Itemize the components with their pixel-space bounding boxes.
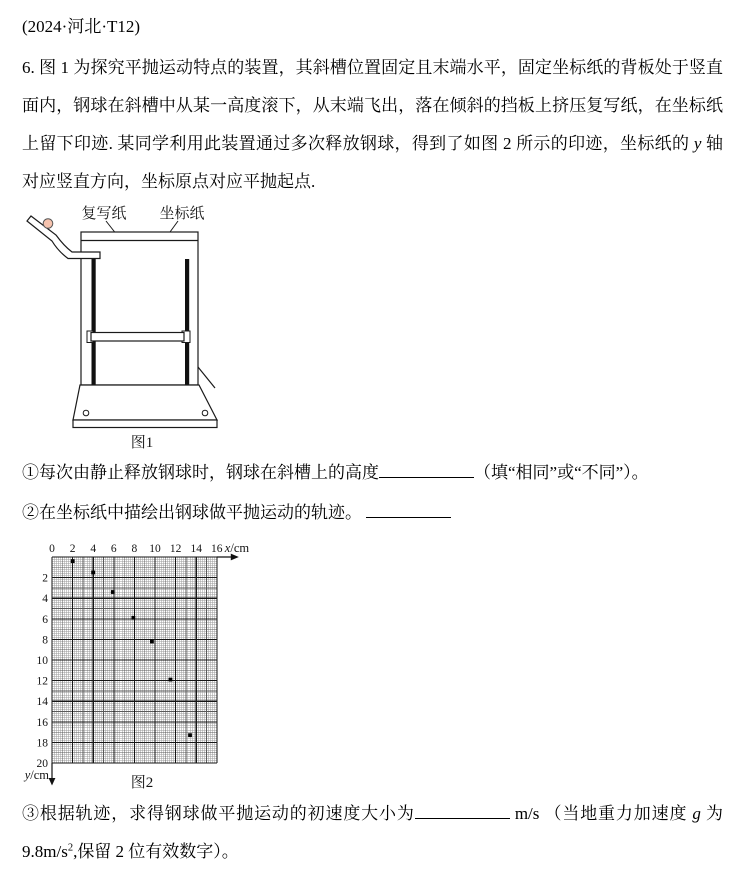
trace-point	[188, 733, 192, 737]
question-3	[22, 795, 723, 871]
x-tick-label: 6	[110, 543, 117, 555]
trace-point	[111, 590, 115, 594]
coordinate-paper-label: 坐标纸	[159, 206, 205, 222]
stem-text-2: 轴对应竖直方向，坐标原点对应平抛起点.	[22, 134, 724, 191]
trace-point	[71, 559, 75, 563]
x-tick-label: 0	[49, 543, 55, 555]
x-tick-label: 10	[149, 543, 161, 555]
trace-point	[169, 678, 173, 682]
q3-text-4: ,保留 2 位有效数字）。	[73, 842, 239, 861]
x-tick-label: 12	[169, 543, 182, 555]
q2-text: ②在坐标纸中描绘出钢球做平抛运动的轨迹。	[22, 503, 362, 522]
carbon-paper-label: 复写纸	[81, 206, 127, 222]
trace-point	[91, 571, 95, 575]
question-stem	[22, 49, 723, 201]
figure2-svg	[22, 539, 272, 791]
y-tick-label: 6	[42, 613, 48, 626]
q3-text-2: （当地重力加速度	[544, 804, 693, 823]
stem-text-1: 图 1 为探究平抛运动特点的装置，其斜槽位置固定且末端水平，固定坐标纸的背板处于竖直面内，钢球在斜槽中从某一高度滚下，从末端飞出，落在倾斜的挡板上挤压复写纸，在坐标纸上留下印迹. 某同学利用此装置通过多次释放钢球，得到了如图 2 所示的印迹，坐标纸的	[22, 58, 724, 153]
x-tick-label: 16	[211, 543, 223, 555]
x-tick-labels	[49, 543, 223, 555]
x-tick-label: 8	[131, 543, 138, 555]
right-rail	[185, 259, 189, 385]
stem-italic-y: y	[693, 134, 702, 153]
answer-blank-q2	[366, 500, 451, 518]
y-tick-label: 2	[42, 572, 48, 585]
figure1-svg	[22, 201, 237, 453]
left-rail	[92, 259, 96, 385]
steel-ball	[43, 219, 53, 229]
figure2-graph	[22, 539, 723, 791]
y-tick-label: 18	[36, 737, 48, 750]
y-tick-label: 16	[36, 716, 48, 729]
question-1	[22, 453, 723, 493]
q3-text-3: 为 9.8m/s	[22, 804, 724, 861]
graph-grid	[52, 557, 217, 763]
x-tick-label: 2	[69, 543, 76, 555]
base-screw-hole-left	[83, 410, 89, 416]
base-plate-front	[73, 420, 217, 428]
answer-blank-q1	[379, 460, 474, 478]
y-tick-label: 4	[42, 593, 48, 606]
q3-italic-g: g	[692, 804, 701, 823]
x-axis-label: x/cm	[224, 541, 250, 555]
base-plate-top	[73, 385, 217, 420]
base-screw-hole-right	[202, 410, 208, 416]
figure1-apparatus	[22, 201, 723, 453]
side-support-edge	[198, 367, 215, 388]
question-number: 6.	[22, 58, 40, 77]
y-axis-label: y/cm	[24, 768, 49, 782]
trace-point	[150, 640, 154, 644]
y-tick-label: 12	[36, 675, 48, 688]
q1-text: ①每次由静止释放钢球时，钢球在斜槽上的高度	[22, 463, 379, 482]
x-tick-label: 4	[90, 543, 97, 555]
y-tick-label: 20	[36, 758, 48, 770]
q3-unit: m/s	[509, 804, 545, 823]
y-axis-arrowhead	[49, 778, 56, 786]
source-tag: (2024·河北·T12)	[22, 17, 141, 36]
x-tick-label: 14	[190, 543, 202, 555]
y-tick-label: 8	[42, 634, 48, 647]
y-tick-label: 10	[36, 655, 48, 667]
trace-point	[131, 616, 135, 620]
q1-suffix: （填“相同”或“不同”）。	[474, 463, 649, 482]
question-2	[22, 493, 723, 533]
y-tick-labels	[37, 573, 49, 770]
answer-blank-q3	[415, 801, 510, 819]
sliding-bar	[91, 333, 184, 342]
figure2-caption: 图2	[130, 775, 154, 791]
q3-text-1: ③根据轨迹，求得钢球做平抛运动的初速度大小为	[22, 804, 415, 823]
q3-superscript: 2	[67, 842, 74, 854]
y-tick-label: 14	[36, 696, 48, 709]
figure1-caption: 图1	[130, 435, 154, 451]
